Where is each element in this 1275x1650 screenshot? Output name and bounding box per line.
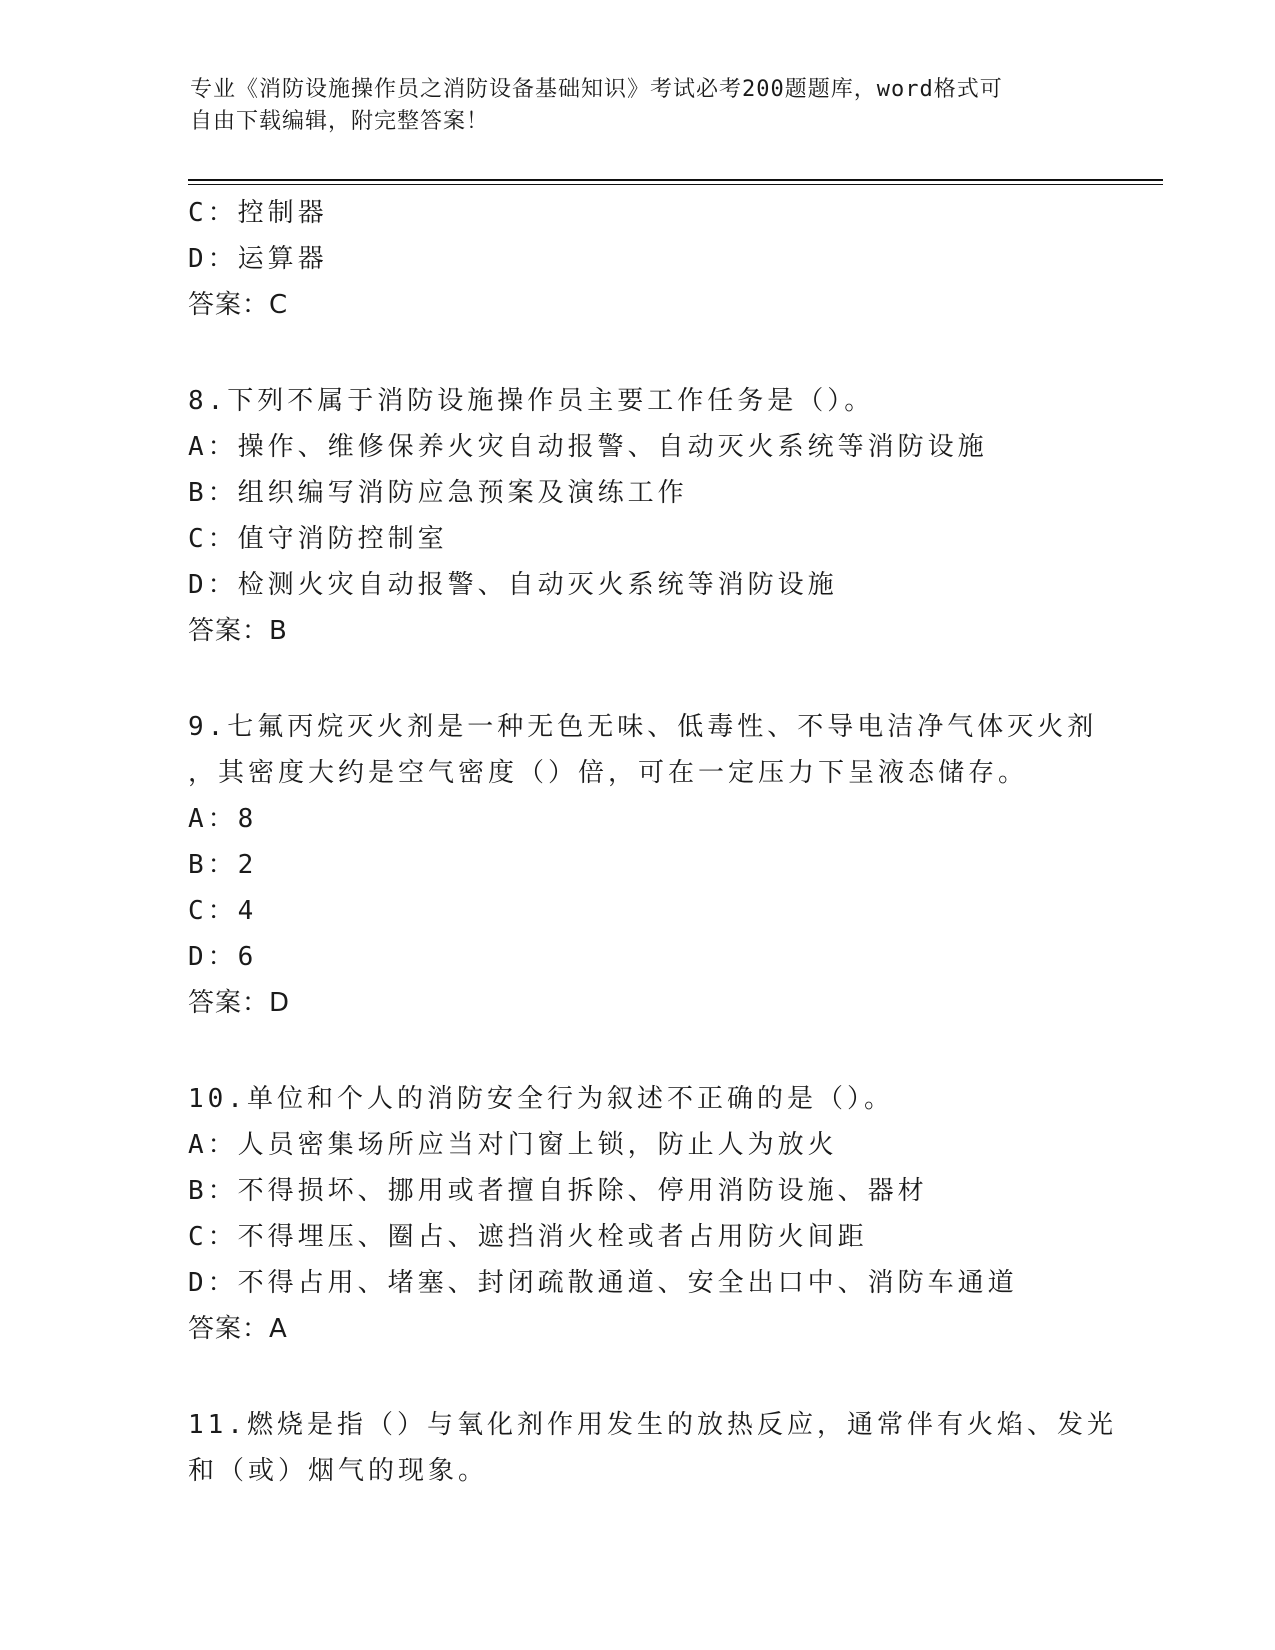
- spacer: [188, 654, 1188, 704]
- answer-text: 答案：D: [188, 988, 291, 1018]
- option-c: C：值守消防控制室: [188, 524, 448, 554]
- header-rule-thin: [188, 184, 1163, 185]
- option-c: C：4: [188, 896, 258, 926]
- question-8: [188, 378, 1188, 654]
- question-stem-line-2: ，其密度大约是空气密度（）倍，可在一定压力下呈液态储存。: [188, 758, 1029, 788]
- answer-text: 答案：A: [188, 1314, 288, 1344]
- option-d: D：6: [188, 942, 258, 972]
- option-b: B：不得损坏、挪用或者擅自拆除、停用消防设施、器材: [188, 1176, 928, 1206]
- question-list: [188, 190, 1188, 1494]
- option-d: D：检测火灾自动报警、自动灭火系统等消防设施: [188, 570, 838, 600]
- question-stem-line-2: 和（或）烟气的现象。: [188, 1456, 489, 1486]
- question-11: [188, 1402, 1188, 1494]
- option-d: D：运算器: [188, 244, 328, 274]
- option-a: A：8: [188, 804, 258, 834]
- question-7-fragment: [188, 190, 1188, 328]
- header-line-1: 专业《消防设施操作员之消防设备基础知识》考试必考200题题库，word格式可: [190, 77, 1003, 102]
- header-rule-thick: [188, 179, 1163, 181]
- question-stem-line-1: 9.七氟丙烷灭火剂是一种无色无味、低毒性、不导电洁净气体灭火剂: [188, 712, 1098, 742]
- question-stem: 10.单位和个人的消防安全行为叙述不正确的是（）。: [188, 1084, 894, 1114]
- option-a: A：操作、维修保养火灾自动报警、自动灭火系统等消防设施: [188, 432, 988, 462]
- option-b: B：组织编写消防应急预案及演练工作: [188, 478, 688, 508]
- option-d: D：不得占用、堵塞、封闭疏散通道、安全出口中、消防车通道: [188, 1268, 1018, 1298]
- spacer: [188, 1352, 1188, 1402]
- spacer: [188, 1026, 1188, 1076]
- option-a: A：人员密集场所应当对门窗上锁，防止人为放火: [188, 1130, 838, 1160]
- option-c: C：不得埋压、圈占、遮挡消火栓或者占用防火间距: [188, 1222, 868, 1252]
- question-10: [188, 1076, 1188, 1352]
- answer-text: 答案：C: [188, 290, 289, 320]
- option-c: C：控制器: [188, 198, 328, 228]
- answer-text: 答案：B: [188, 616, 288, 646]
- spacer: [188, 328, 1188, 378]
- question-9: [188, 704, 1188, 1026]
- question-stem: 8.下列不属于消防设施操作员主要工作任务是（）。: [188, 386, 875, 416]
- question-stem-line-1: 11.燃烧是指（）与氧化剂作用发生的放热反应，通常伴有火焰、发光: [188, 1410, 1117, 1440]
- document-header: [190, 74, 1090, 138]
- header-line-2: 自由下载编辑，附完整答案！: [190, 109, 490, 134]
- option-b: B：2: [188, 850, 258, 880]
